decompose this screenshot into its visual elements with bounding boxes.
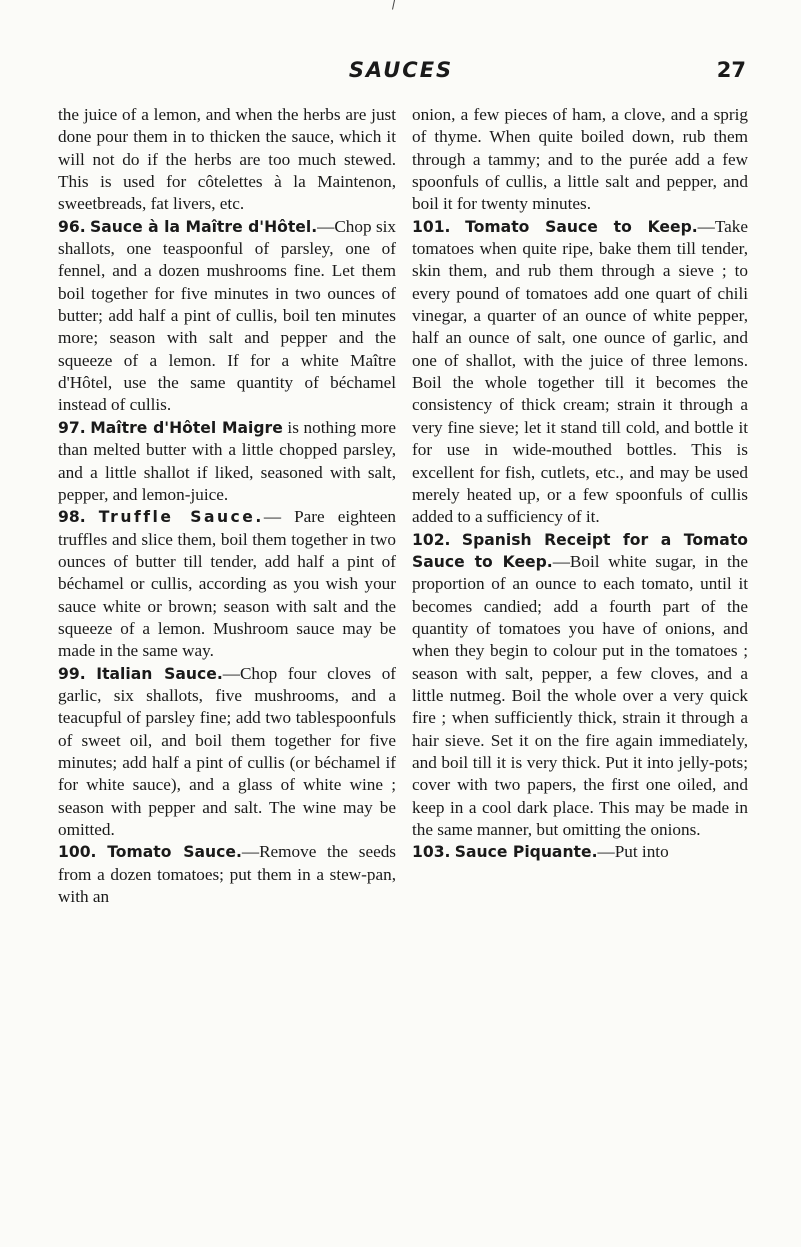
recipe-number: 98. [58,508,86,527]
stray-pen-mark [392,0,399,10]
recipe-text: is nothing more than melted butter with a little chopped parsley, and a little shallot if liked, seasoned with salt, pepper, and lemon-juice. [58,417,396,504]
recipe-title: Sauce Piquante. [454,843,598,862]
recipe-98 [58,506,396,662]
recipe-number: 99. [58,664,86,683]
recipe-title: Sauce à la Maître d'Hôtel. [90,217,318,236]
recipe-number: 101. [412,217,451,236]
recipe-title: Spanish Receipt for a Tomato Sauce to Keep. [412,530,748,571]
page-number: 27 [716,58,746,82]
recipe-title: Tomato Sauce. [107,843,242,862]
left-column [58,104,396,908]
paragraph-text: the juice of a lemon, and when the herbs are just done pour them in to thicken the sauce, which it will not do if the herbs are too much stewed. This is used for côtelettes à la Maintenon, sweetbreads, fat livers, etc. [58,105,396,214]
recipe-title: Italian Sauce. [96,664,223,683]
recipe-text: —Put into [597,842,669,862]
recipe-text: — Pare eighteen truffles and slice them, boil them together in two ounces of butter till tender, add half a pint of béchamel or cullis, according as you wish your sauce white or brown; season with salt and the squeeze of a lemon. Mushroom sauce may be made in the same way. [58,507,396,661]
recipe-96 [58,216,396,417]
recipe-102 [412,529,748,842]
recipe-text: —Boil white sugar, in the proportion of an ounce to each tomato, until it becomes candied; add a fourth part of the quantity of tomatoes you have of onions, and when they begin to colour put in the tomatoes ; season with salt, pepper, a few cloves, and a little nutmeg. Boil the whole over a very quick fire ; when sufficiently thick, strain it through a hair sieve. Set it on the fire again immediately, and boil till it is very thick. Put it into jelly-pots; cover with two papers, the first one oiled, and keep in a cool dark place. This may be made in the same manner, but omitting the onions. [412,551,749,839]
recipe-99 [58,663,396,842]
recipe-text: —Take tomatoes when quite ripe, bake them till tender, skin them, and rub them through a sieve ; to every pound of tomatoes add one quart of chili vinegar, a quarter of an ounce of white pepper, half an ounce of salt, one ounce of garlic, and one of shallot, with the juice of three lemons. Boil the whole together till it becomes the consistency of thick cream; strain it through a very fine sieve; let it stand till cold, and bottle it for use in wide-mouthed bottles. This is excellent for fish, cutlets, etc., and may be used merely heated up, or a few spoonfuls of cullis added to a sufficiency of it. [412,216,748,527]
recipe-number: 97. [58,418,86,437]
paragraph-continued [412,104,748,216]
paragraph-continued [58,104,396,216]
recipe-97 [58,417,396,506]
recipe-text: —Chop six shallots, one teaspoonful of parsley, one of fennel, and a dozen mushrooms fine. Let them boil together for five minutes in two ounces of butter; add half a pint of cullis, boil ten minutes more; season with salt and pepper and the squeeze of a lemon. If for a white Maître d'Hôtel, use the same quantity of béchamel instead of cullis. [58,216,397,415]
recipe-text: —Remove the seeds from a dozen tomatoes; put them in a stew-pan, with an [58,842,396,907]
recipe-title: Tomato Sauce to Keep. [465,217,698,236]
recipe-number: 100. [58,843,97,862]
recipe-100 [58,841,396,908]
page-header [56,58,746,88]
running-title: SAUCES [348,58,454,82]
recipe-number: 96. [58,217,86,236]
recipe-number: 102. [412,530,451,549]
recipe-text: —Chop four cloves of garlic, six shallots, five mushrooms, and a teacupful of parsley fine; add two tablespoonfuls of sweet oil, and boil them together for five minutes; add half a pint of cullis (or béchamel if for white sauce), and a glass of white wine ; season with pepper and salt. The wine may be omitted. [58,663,397,839]
right-column [412,104,748,864]
paragraph-text: onion, a few pieces of ham, a clove, and a sprig of thyme. When quite boiled down, rub them through a tammy; and to the purée add a few spoonfuls of cullis, a little salt and pepper, and boil it for twenty minutes. [412,105,748,214]
recipe-103 [412,841,748,863]
recipe-number: 103. [412,843,451,862]
recipe-101 [412,216,748,529]
recipe-title: Maître d'Hôtel Maigre [90,418,283,437]
recipe-title: Truffle Sauce. [98,508,264,527]
